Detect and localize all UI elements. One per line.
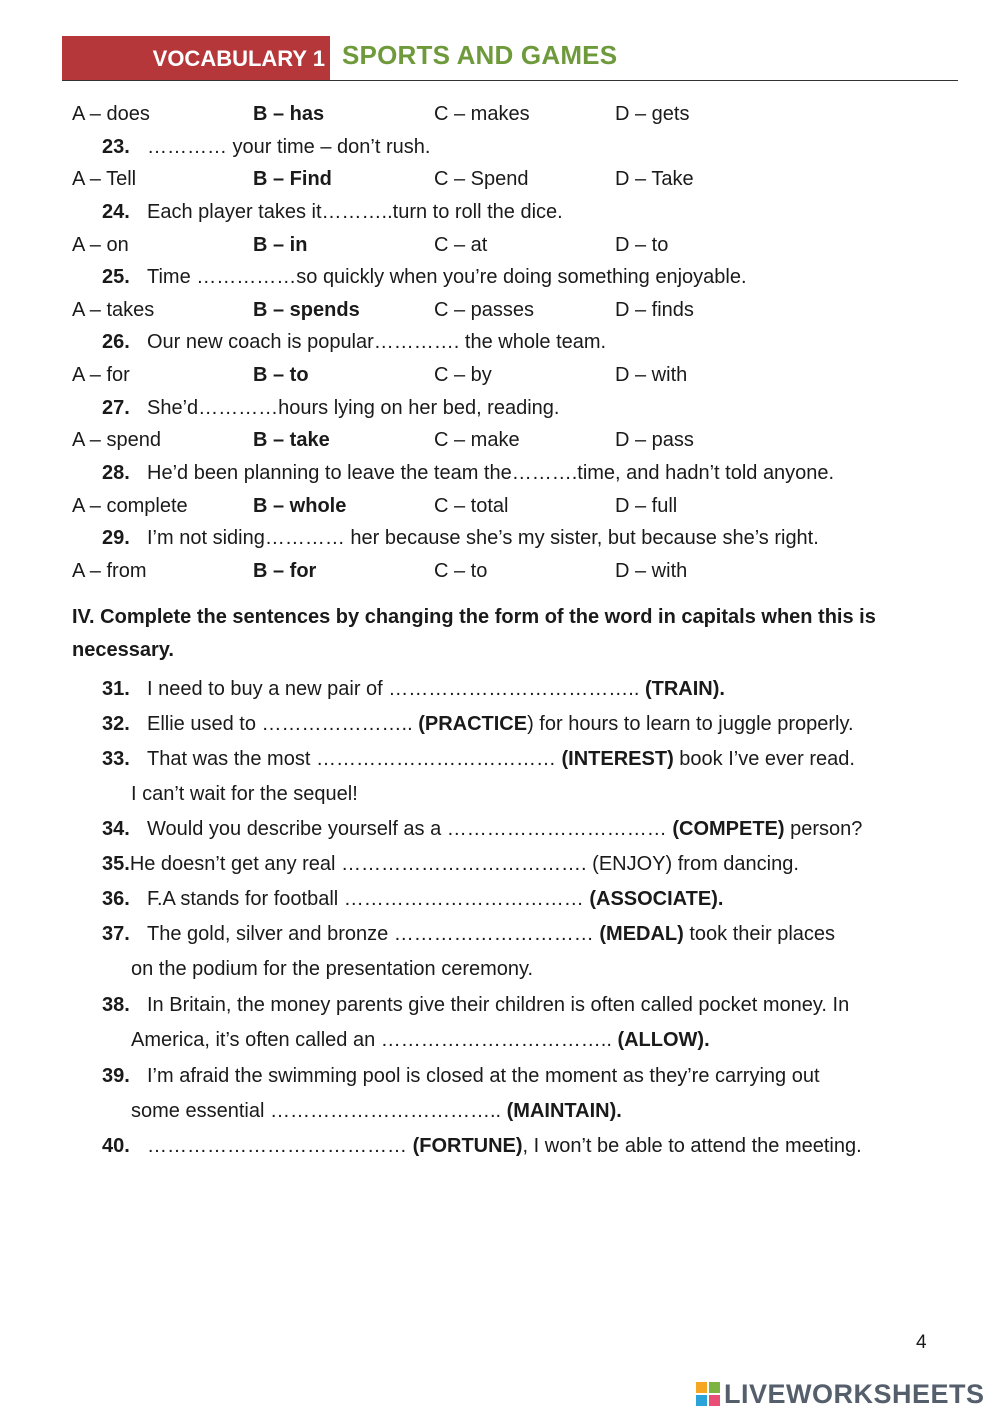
options-row-22 <box>72 103 972 129</box>
item-text: ………………………………… <box>147 1135 413 1157</box>
item-40 <box>102 1129 942 1164</box>
option-c: C – by <box>434 364 492 386</box>
vocabulary-badge-label: VOCABULARY 1 <box>152 46 325 71</box>
capital-word: (MAINTAIN). <box>506 1100 622 1122</box>
item-37 <box>102 917 942 987</box>
capital-word: (INTEREST) <box>561 748 674 770</box>
options-row-27 <box>72 429 972 455</box>
item-text: That was the most ……………………………… <box>147 748 562 770</box>
item-text-after: book I’ve ever read. <box>673 748 855 770</box>
option-b: B – take <box>253 429 330 451</box>
capital-word: (COMPETE) <box>672 818 785 840</box>
capital-word: (ALLOW). <box>617 1029 710 1051</box>
option-c: C – make <box>434 429 520 451</box>
item-number: 35. <box>102 853 130 875</box>
item-number: 33. <box>102 748 130 770</box>
option-a: A – for <box>72 364 130 386</box>
question-number: 24. <box>102 201 130 223</box>
question-text: I’m not siding………… her because she’s my sister, but because she’s right. <box>147 527 819 549</box>
option-a: A – from <box>72 560 147 582</box>
item-text: I need to buy a new pair of ……………………………….. <box>147 678 645 700</box>
item-text: Ellie used to ………………….. <box>147 713 419 735</box>
option-b: B – to <box>253 364 309 386</box>
item-continuation-text: some essential …………………………….. <box>131 1100 507 1122</box>
item-38 <box>102 988 942 1058</box>
option-d: D – with <box>615 364 688 386</box>
question-23 <box>102 136 430 159</box>
question-text: Time ……………so quickly when you’re doing something enjoyable. <box>147 266 747 288</box>
item-text-after: ) for hours to learn to juggle properly. <box>527 713 854 735</box>
item-39 <box>102 1059 942 1129</box>
options-row-26 <box>72 364 972 390</box>
capital-word: (ASSOCIATE). <box>589 888 724 910</box>
page-header <box>62 36 958 81</box>
option-b: B – has <box>253 103 325 125</box>
item-number: 34. <box>102 818 130 840</box>
capital-word: (TRAIN). <box>644 678 725 700</box>
brand-name: LIVEWORKSHEETS <box>724 1379 985 1409</box>
item-36 <box>102 882 942 917</box>
question-number: 27. <box>102 397 130 419</box>
item-continuation <box>102 1094 942 1129</box>
options-row-25 <box>72 299 972 325</box>
item-number: 37. <box>102 923 130 945</box>
option-c: C – makes <box>434 103 530 125</box>
item-text-after: took their places <box>683 923 836 945</box>
option-b: B – for <box>253 560 317 582</box>
capital-word: (FORTUNE) <box>412 1135 523 1157</box>
option-d: D – full <box>615 495 678 517</box>
question-number: 29. <box>102 527 130 549</box>
question-27 <box>102 397 559 420</box>
item-number: 36. <box>102 888 130 910</box>
item-number: 31. <box>102 678 130 700</box>
option-d: D – Take <box>615 168 694 190</box>
page-number: 4 <box>916 1332 927 1353</box>
liveworksheets-logo-icon <box>696 1382 720 1406</box>
item-number: 39. <box>102 1065 130 1087</box>
option-a: A – does <box>72 103 150 125</box>
option-b: B – spends <box>253 299 360 321</box>
option-d: D – pass <box>615 429 694 451</box>
question-25 <box>102 266 747 289</box>
options-row-28 <box>72 495 972 521</box>
question-text: She’d…………hours lying on her bed, reading. <box>147 397 560 419</box>
item-31 <box>102 672 942 707</box>
option-b: B – Find <box>253 168 332 190</box>
question-text: ………… your time – don’t rush. <box>147 136 431 158</box>
item-35 <box>102 847 942 882</box>
item-text: The gold, silver and bronze ………………………… <box>147 923 600 945</box>
item-continuation <box>102 1023 942 1058</box>
option-c: C – total <box>434 495 509 517</box>
item-text: He doesn’t get any real ………………………………. (ENJOY) from dancing. <box>129 853 799 875</box>
vocabulary-badge <box>62 36 330 80</box>
option-d: D – with <box>615 560 688 582</box>
option-c: C – Spend <box>434 168 529 190</box>
item-text-after: person? <box>784 818 863 840</box>
option-a: A – complete <box>72 495 188 517</box>
option-c: C – passes <box>434 299 535 321</box>
item-continuation: I can’t wait for the sequel! <box>131 783 358 805</box>
item-number: 38. <box>102 994 130 1016</box>
option-a: A – Tell <box>72 168 137 190</box>
section-iv-instructions: IV. Complete the sentences by changing the form of the word in capitals when this is necessary. <box>72 606 876 661</box>
item-text: I’m afraid the swimming pool is closed at the moment as they’re carrying out <box>147 1065 820 1087</box>
option-d: D – finds <box>615 299 694 321</box>
item-34 <box>102 812 942 847</box>
question-number: 26. <box>102 331 130 353</box>
item-number: 40. <box>102 1135 130 1157</box>
options-row-29 <box>72 560 972 586</box>
item-continuation: on the podium for the presentation ceremony. <box>131 958 534 980</box>
question-29 <box>102 527 819 550</box>
options-row-23 <box>72 168 972 194</box>
question-text: Each player takes it………..turn to roll the dice. <box>147 201 563 223</box>
question-text: He’d been planning to leave the team the……….time, and hadn’t told anyone. <box>147 462 835 484</box>
item-number: 32. <box>102 713 130 735</box>
option-c: C – to <box>434 560 488 582</box>
item-33 <box>102 742 942 812</box>
item-text-after: , I won’t be able to attend the meeting. <box>522 1135 862 1157</box>
question-28 <box>102 462 834 485</box>
item-text: In Britain, the money parents give their children is often called pocket money. In <box>147 994 850 1016</box>
item-32 <box>102 707 942 742</box>
option-a: A – spend <box>72 429 161 451</box>
capital-word: (PRACTICE <box>418 713 528 735</box>
option-b: B – in <box>253 234 308 256</box>
item-text: F.A stands for football ……………………………… <box>147 888 590 910</box>
question-number: 25. <box>102 266 130 288</box>
option-a: A – takes <box>72 299 155 321</box>
option-b: B – whole <box>253 495 347 517</box>
page-title: SPORTS AND GAMES <box>342 40 618 70</box>
question-number: 23. <box>102 136 130 158</box>
item-continuation-text: America, it’s often called an …………………………….. <box>131 1029 618 1051</box>
question-26 <box>102 331 606 354</box>
option-a: A – on <box>72 234 129 256</box>
question-text: Our new coach is popular…………. the whole team. <box>147 331 607 353</box>
item-text: Would you describe yourself as a …………………………… <box>147 818 673 840</box>
option-d: D – gets <box>615 103 690 125</box>
question-24 <box>102 201 563 224</box>
options-row-24 <box>72 234 972 260</box>
question-number: 28. <box>102 462 130 484</box>
option-c: C – at <box>434 234 488 256</box>
capital-word: (MEDAL) <box>599 923 684 945</box>
option-d: D – to <box>615 234 669 256</box>
